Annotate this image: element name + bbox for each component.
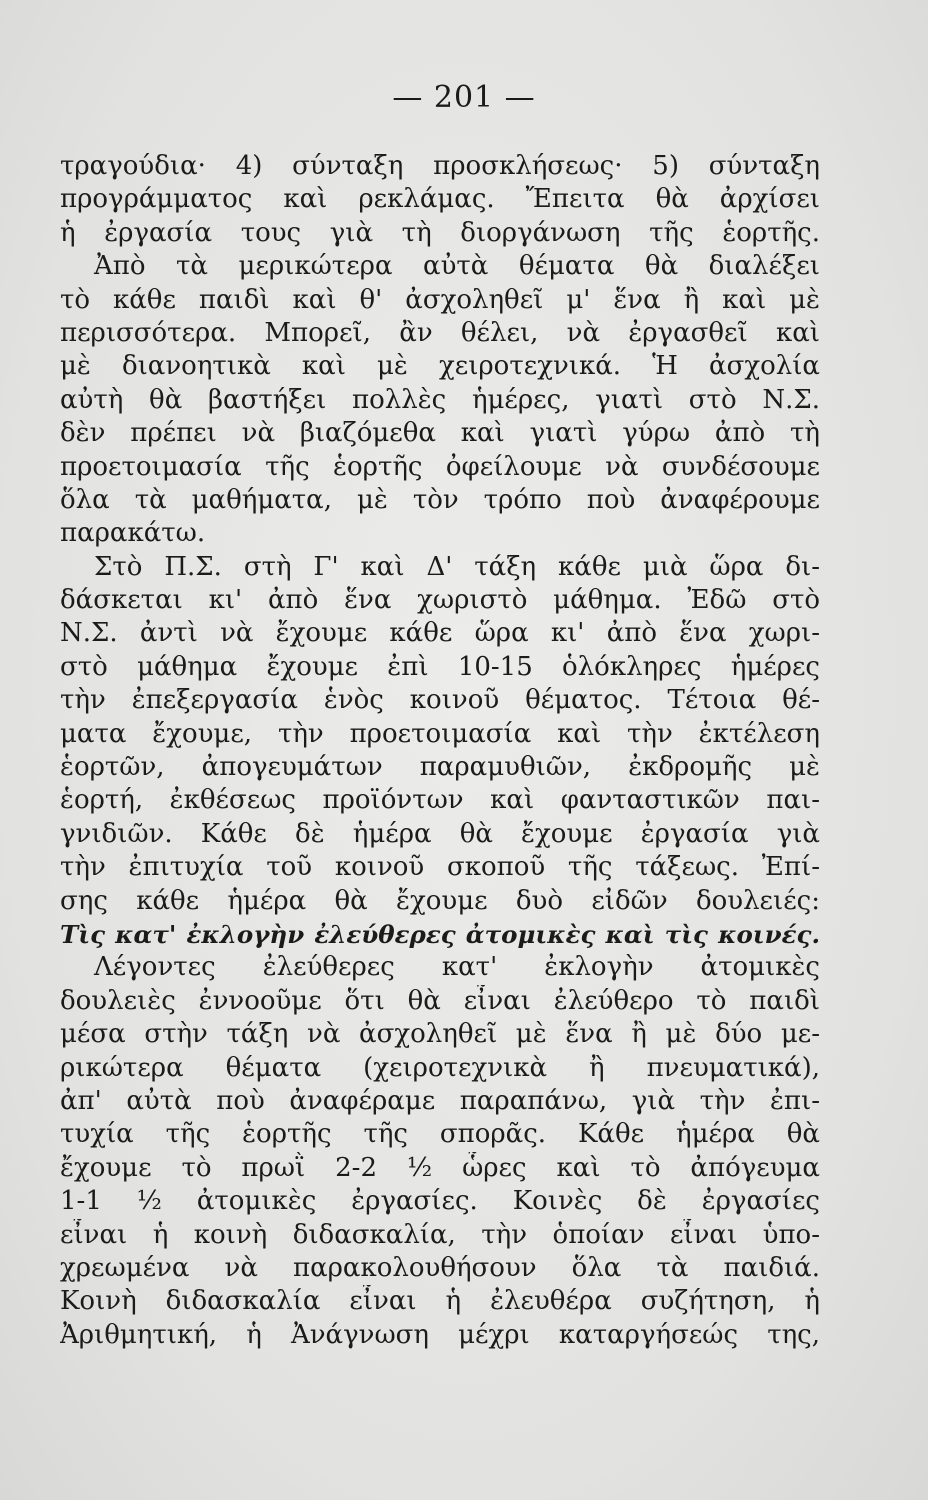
text-line: ἑορτή, ἐκθέσεως προϊόντων καὶ φανταστικῶν παι- xyxy=(60,785,820,816)
text-line: μὲ διανοητικὰ καὶ μὲ χειροτεχνικά. Ἡ ἀσχολία xyxy=(60,351,820,382)
text-line: Ν.Σ. ἀντὶ νὰ ἔχουμε κάθε ὥρα κι' ἀπὸ ἕνα χωρι- xyxy=(60,618,820,649)
text-line: προετοιμασία τῆς ἑορτῆς ὀφείλουμε νὰ συνδέσουμε xyxy=(60,451,820,482)
text-line: γνιδιῶν. Κάθε δὲ ἡμέρα θὰ ἔχουμε ἐργασία γιὰ xyxy=(60,818,820,849)
text-line: στὸ μάθημα ἔχουμε ἐπὶ 10-15 ὁλόκληρες ἡμέρες xyxy=(60,651,820,682)
text-line: ρικώτερα θέματα (χειροτεχνικὰ ἢ πνευματικά), xyxy=(60,1052,820,1083)
text-line: 1-1 ½ ἀτομικὲς ἐργασίες. Κοινὲς δὲ ἐργασίες xyxy=(60,1186,820,1217)
text-line: ἔχουμε τὸ πρωῒ 2-2 ½ ὧρες καὶ τὸ ἀπόγευμα xyxy=(60,1152,820,1183)
body-text xyxy=(60,150,820,1352)
text-line: Κοινὴ διδασκαλία εἶναι ἡ ἐλευθέρα συζήτηση, ἡ xyxy=(60,1286,820,1317)
text-line: τραγούδια· 4) σύνταξη προσκλήσεως· 5) σύνταξη xyxy=(60,151,820,181)
text-line: τυχία τῆς ἑορτῆς τῆς σπορᾶς. Κάθε ἡμέρα θὰ xyxy=(60,1119,820,1150)
text-line: δουλειὲς ἐννοοῦμε ὅτι θὰ εἶναι ἐλεύθερο τὸ παιδὶ xyxy=(60,985,820,1016)
text-line: Ἀριθμητική, ἡ Ἀνάγνωση μέχρι καταργήσεώς της, xyxy=(60,1319,820,1350)
text-line: Λέγοντες ἐλεύθερες κατ' ἐκλογὴν ἀτομικὲς xyxy=(94,952,820,983)
text-line: ἡ ἐργασία τους γιὰ τὴ διοργάνωση τῆς ἑορτῆς. xyxy=(60,217,820,248)
text-line: Ἀπὸ τὰ μερικώτερα αὐτὰ θέματα θὰ διαλέξει xyxy=(94,251,820,282)
text-line: ὅλα τὰ μαθήματα, μὲ τὸν τρόπο ποὺ ἀναφέρουμε xyxy=(60,484,820,515)
text-line: τὸ κάθε παιδὶ καὶ θ' ἀσχοληθεῖ μ' ἕνα ἢ καὶ μὲ xyxy=(60,284,820,315)
text-line: δάσκεται κι' ἀπὸ ἕνα χωριστὸ μάθημα. Ἐδῶ στὸ xyxy=(60,585,820,616)
text-line: Στὸ Π.Σ. στὴ Γ' καὶ Δ' τάξη κάθε μιὰ ὥρα δι- xyxy=(94,551,820,582)
text-line: ματα ἔχουμε, τὴν προετοιμασία καὶ τὴν ἐκτέλεση xyxy=(60,718,820,749)
text-line: Τὶς κατ' ἐκλογὴν ἐλεύθερες ἀτομικὲς καὶ τὶς κοινές. xyxy=(60,919,820,949)
text-line: εἶναι ἡ κοινὴ διδασκαλία, τὴν ὁποίαν εἶναι ὑπο- xyxy=(60,1219,820,1250)
text-line: τὴν ἐπεξεργασία ἑνὸς κοινοῦ θέματος. Τέτοια θέ- xyxy=(60,685,820,716)
page-number: — 201 — xyxy=(392,80,536,115)
text-line: προγράμματος καὶ ρεκλάμας. Ἔπειτα θὰ ἀρχίσει xyxy=(60,184,820,215)
text-line: περισσότερα. Μπορεῖ, ἂν θέλει, νὰ ἐργασθεῖ καὶ xyxy=(60,317,820,348)
text-line: δὲν πρέπει νὰ βιαζόμεθα καὶ γιατὶ γύρω ἀπὸ τὴ xyxy=(60,418,820,449)
text-line: μέσα στὴν τάξη νὰ ἀσχοληθεῖ μὲ ἕνα ἢ μὲ δύο με- xyxy=(60,1019,820,1050)
text-line: ἀπ' αὐτὰ ποὺ ἀναφέραμε παραπάνω, γιὰ τὴν ἐπι- xyxy=(60,1085,820,1116)
text-line: σης κάθε ἡμέρα θὰ ἔχουμε δυὸ εἰδῶν δουλειές: xyxy=(60,885,820,916)
text-line: χρεωμένα νὰ παρακολουθήσουν ὅλα τὰ παιδιά. xyxy=(60,1252,820,1283)
text-line: ἑορτῶν, ἀπογευμάτων παραμυθιῶν, ἐκδρομῆς μὲ xyxy=(60,752,820,783)
text-line: αὐτὴ θὰ βαστήξει πολλὲς ἡμέρες, γιατὶ στὸ Ν.Σ. xyxy=(60,384,820,415)
text-line: παρακάτω. xyxy=(60,518,206,549)
text-line: τὴν ἐπιτυχία τοῦ κοινοῦ σκοποῦ τῆς τάξεως. Ἐπί- xyxy=(60,852,820,883)
